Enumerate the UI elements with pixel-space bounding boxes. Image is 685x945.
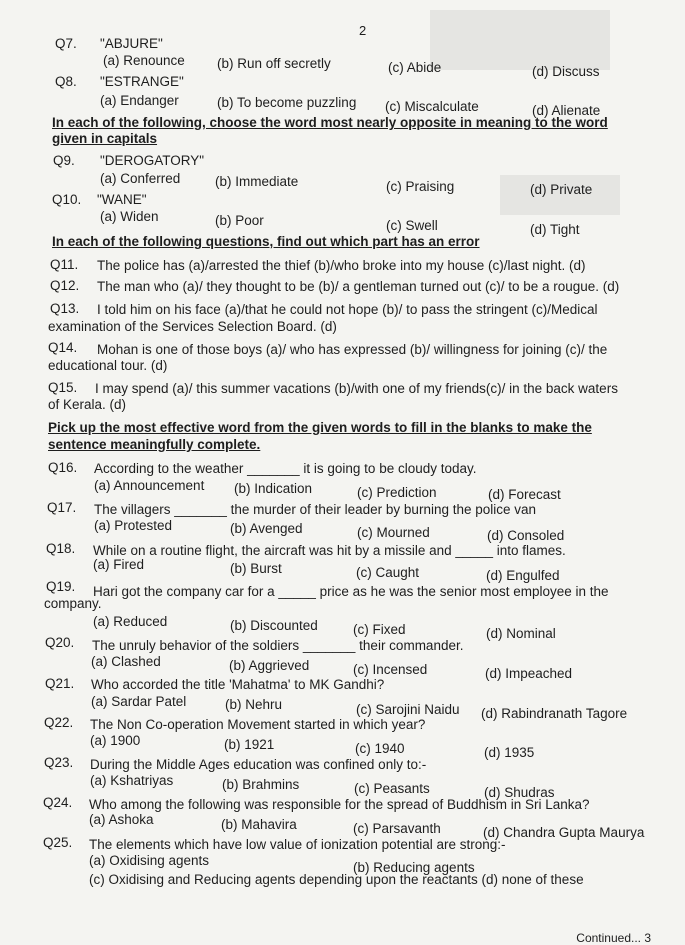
option-c: (c) Swell [386, 218, 438, 233]
question-number: Q16. [48, 460, 78, 475]
option-d: (d) 1935 [484, 745, 535, 760]
option-d: (d) Impeached [485, 666, 573, 681]
option-a: (a) Endanger [100, 93, 179, 108]
question-number: Q18. [46, 541, 76, 556]
question-text: Mohan is one of those boys (a)/ who has expressed (b)/ willingness for joining (c)/ the [97, 342, 608, 357]
option-b: (b) Discounted [230, 618, 318, 633]
question-text: During the Middle Ages education was confined only to:- [90, 757, 427, 772]
question-number: Q25. [43, 835, 73, 850]
section-heading: sentence meaningfully complete. [48, 437, 261, 452]
section-heading: In each of the following, choose the word most nearly opposite in meaning to the word [52, 115, 608, 130]
option-d: (d) Tight [530, 222, 580, 237]
question-text: The unruly behavior of the soldiers _______ their commander. [92, 638, 464, 653]
section-heading: Pick up the most effective word from the given words to fill in the blanks to make the [48, 420, 592, 435]
option-a: (a) Conferred [100, 171, 181, 186]
question-text-continued: company. [44, 596, 102, 611]
option-b: (b) Run off secretly [217, 56, 331, 71]
option-a: (a) Kshatriyas [90, 773, 174, 788]
option-c: (c) Parsavanth [353, 821, 441, 836]
option-a: (a) Reduced [93, 614, 168, 629]
question-number: Q21. [45, 676, 75, 691]
option-c-d: (c) Oxidising and Reducing agents depending upon the reactants (d) none of these [89, 872, 584, 887]
option-a: (a) Ashoka [89, 812, 154, 827]
option-a: (a) Clashed [91, 654, 161, 669]
footer-continued: Continued... 3 [576, 931, 651, 945]
question-number: Q8. [55, 74, 77, 89]
option-b: (b) Avenged [230, 521, 303, 536]
question-text: The man who (a)/ they thought to be (b)/ a gentleman turned out (c)/ to be a rougue. (d) [97, 279, 620, 294]
option-d: (d) Alienate [532, 103, 601, 118]
scan-noise [430, 10, 610, 70]
question-word: "ABJURE" [100, 36, 163, 51]
option-d: (d) Shudras [484, 785, 555, 800]
option-b: (b) Poor [215, 213, 264, 228]
question-number: Q9. [53, 153, 75, 168]
question-text: The elements which have low value of ionization potential are strong:- [89, 837, 506, 852]
option-c: (c) Sarojini Naidu [356, 702, 460, 717]
option-d: (d) Rabindranath Tagore [481, 706, 628, 721]
option-a: (a) Renounce [103, 53, 185, 68]
question-number: Q14. [48, 340, 78, 355]
question-number: Q19. [46, 579, 76, 594]
option-b: (b) Reducing agents [353, 860, 475, 875]
option-c: (c) Miscalculate [385, 99, 479, 114]
question-number: Q10. [52, 192, 82, 207]
option-b: (b) Burst [230, 561, 282, 576]
question-number: Q17. [47, 500, 77, 515]
option-b: (b) Indication [234, 481, 313, 496]
question-word: "ESTRANGE" [100, 74, 184, 89]
question-text-continued: of Kerala. (d) [48, 397, 127, 412]
question-text: Who accorded the title 'Mahatma' to MK Gandhi? [91, 677, 385, 692]
option-c: (c) Abide [388, 60, 442, 75]
question-text-continued: examination of the Services Selection Board. (d) [48, 319, 337, 334]
question-word: "WANE" [97, 192, 147, 207]
question-text: The villagers _______ the murder of their leader by burning the police van [94, 502, 537, 517]
option-c: (c) 1940 [355, 741, 405, 756]
option-d: (d) Private [530, 182, 593, 197]
option-d: (d) Nominal [486, 626, 556, 641]
question-text: I may spend (a)/ this summer vacations (b)/with one of my friends(c)/ in the back waters [95, 381, 618, 396]
option-c: (c) Peasants [354, 781, 430, 796]
question-word: "DEROGATORY" [100, 153, 205, 168]
option-c: (c) Fixed [353, 622, 406, 637]
option-a: (a) 1900 [90, 733, 141, 748]
question-text: The police has (a)/arrested the thief (b)/who broke into my house (c)/last night. (d) [97, 258, 586, 273]
option-d: (d) Consoled [487, 528, 565, 543]
question-text-continued: educational tour. (d) [48, 358, 168, 373]
option-b: (b) Nehru [225, 697, 283, 712]
option-c: (c) Praising [386, 179, 455, 194]
option-c: (c) Mourned [357, 525, 430, 540]
option-a: (a) Oxidising agents [89, 853, 210, 868]
question-text: According to the weather _______ it is going to be cloudy today. [94, 461, 477, 476]
question-text: I told him on his face (a)/that he could not hope (b)/ to pass the stringent (c)/Medical [97, 302, 598, 317]
question-number: Q11. [50, 257, 79, 272]
option-c: (c) Incensed [353, 662, 428, 677]
option-b: (b) Aggrieved [229, 658, 310, 673]
option-c: (c) Prediction [357, 485, 437, 500]
question-number: Q13. [50, 301, 80, 316]
option-a: (a) Protested [94, 518, 173, 533]
question-number: Q23. [44, 755, 74, 770]
question-number: Q15. [48, 380, 78, 395]
option-b: (b) 1921 [224, 737, 275, 752]
question-text: Hari got the company car for a _____ price as he was the senior most employee in the [93, 584, 609, 599]
option-d: (d) Forecast [488, 487, 561, 502]
option-a: (a) Fired [93, 557, 145, 572]
option-a: (a) Announcement [94, 478, 205, 493]
question-number: Q22. [44, 715, 74, 730]
option-b: (b) To become puzzling [217, 95, 357, 110]
option-b: (b) Mahavira [221, 817, 297, 832]
question-number: Q12. [50, 278, 80, 293]
option-d: (d) Engulfed [486, 568, 560, 583]
option-c: (c) Caught [356, 565, 420, 580]
question-text: Who among the following was responsible for the spread of Buddhism in Sri Lanka? [89, 797, 590, 812]
option-a: (a) Widen [100, 209, 159, 224]
question-text: While on a routine flight, the aircraft was hit by a missile and _____ into flames. [93, 543, 566, 558]
option-a: (a) Sardar Patel [91, 694, 187, 709]
question-number: Q20. [45, 635, 75, 650]
question-text: The Non Co-operation Movement started in which year? [90, 717, 426, 732]
section-heading: In each of the following questions, find out which part has an error [52, 234, 480, 249]
option-d: (d) Chandra Gupta Maurya [483, 825, 645, 840]
option-b: (b) Brahmins [222, 777, 300, 792]
option-d: (d) Discuss [532, 64, 600, 79]
question-number: Q24. [43, 795, 73, 810]
page-number: 2 [359, 23, 367, 38]
option-b: (b) Immediate [215, 174, 299, 189]
question-number: Q7. [55, 36, 77, 51]
section-heading: given in capitals [52, 131, 158, 146]
